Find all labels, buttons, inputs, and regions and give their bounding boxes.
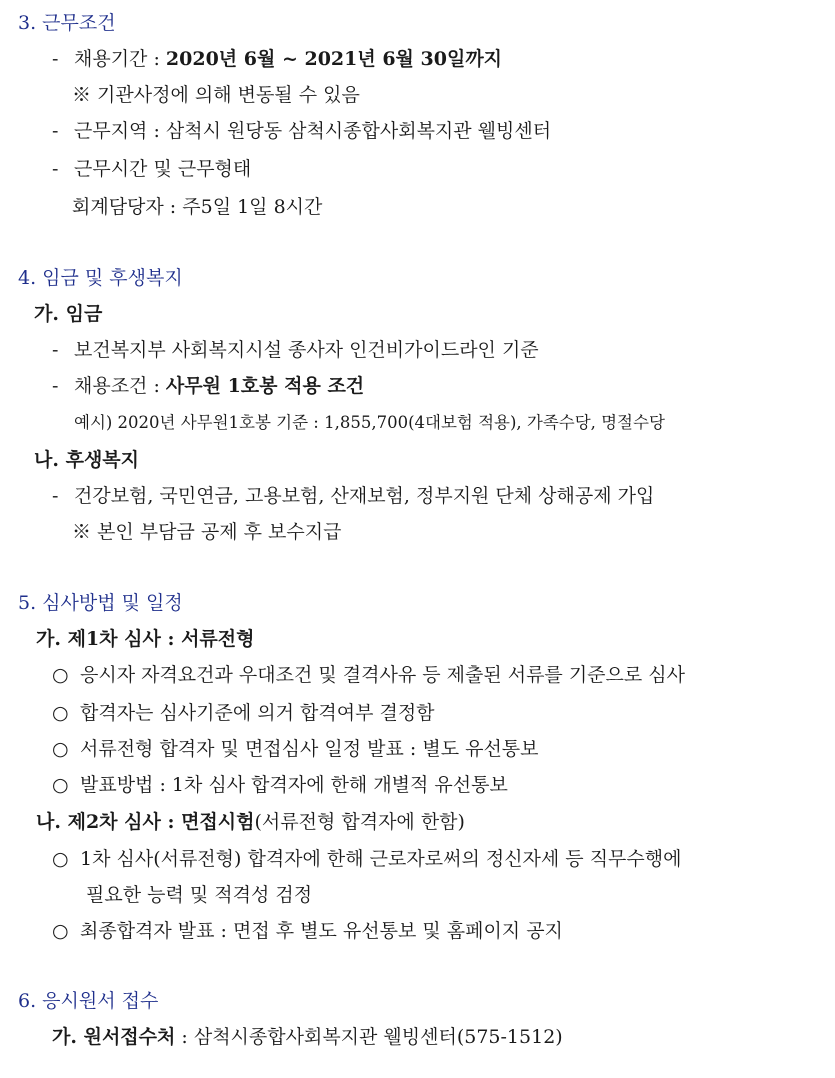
list-item [52, 772, 508, 798]
location-text: 근무지역 : 삼척시 원당동 삼척시종합사회복지관 웰빙센터 [74, 120, 552, 142]
list-item-text: 1차 심사(서류전형) 합격자에 한해 근로자로써의 정신자세 등 직무수행에 [80, 848, 682, 870]
list-item [52, 373, 364, 399]
subsection-title: 가. 임금 [34, 303, 103, 325]
list-item [52, 156, 251, 182]
list-item-text: 응시자 자격요건과 우대조건 및 결격사유 등 제출된 서류를 기준으로 심사 [80, 664, 685, 686]
list-item [52, 337, 539, 363]
period-value: 2020년 6월 ~ 2021년 6월 30일까지 [165, 48, 503, 70]
list-item [52, 483, 654, 509]
list-item-text: 서류전형 합격자 및 면접심사 일정 발표 : 별도 유선통보 [80, 738, 539, 760]
dash-bullet: - [52, 158, 59, 180]
section-4-title: 4. 임금 및 후생복지 [18, 267, 183, 289]
section-5-title: 5. 심사방법 및 일정 [18, 592, 183, 614]
dash-bullet: - [52, 375, 59, 397]
welfare-note: ※ 본인 부담금 공제 후 보수지급 [72, 521, 342, 543]
list-item [52, 1024, 563, 1050]
subsection-title: 가. 제1차 심사 : 서류전형 [36, 628, 255, 650]
list-item [52, 118, 551, 144]
section-3-title: 3. 근무조건 [18, 12, 116, 34]
list-item-text: 발표방법 : 1차 심사 합격자에 한해 개별적 유선통보 [80, 774, 508, 796]
circle-bullet: ○ [52, 774, 69, 796]
application-location: : 삼척시종합사회복지관 웰빙센터(575-1512) [175, 1026, 563, 1048]
list-item [52, 46, 502, 72]
list-item-text: 합격자는 심사기준에 의거 합격여부 결정함 [80, 702, 435, 724]
condition-label: 채용조건 : [74, 375, 166, 397]
dash-bullet: - [52, 485, 59, 507]
list-item [52, 918, 563, 944]
condition-value: 사무원 1호봉 적용 조건 [165, 375, 365, 397]
list-item [52, 846, 681, 872]
dash-bullet: - [52, 339, 59, 361]
dash-bullet: - [52, 48, 59, 70]
wage-example: 예시) 2020년 사무원1호봉 기준 : 1,855,700(4대보험 적용), 가족수당, 명절수당 [74, 413, 665, 432]
circle-bullet: ○ [52, 848, 69, 870]
subsection-title-rest: (서류전형 합격자에 한함) [254, 811, 465, 833]
welfare-list: 건강보험, 국민연금, 고용보험, 산재보험, 정부지원 단체 상해공제 가입 [74, 485, 655, 507]
subsection-title [36, 809, 465, 835]
period-note: ※ 기관사정에 의해 변동될 수 있음 [72, 84, 360, 106]
period-label: 채용기간 : [74, 48, 166, 70]
hours-title: 근무시간 및 근무형태 [74, 158, 252, 180]
list-item-continuation: 필요한 능력 및 적격성 검정 [86, 884, 313, 906]
subsection-title: 가. 원서접수처 [52, 1026, 176, 1048]
circle-bullet: ○ [52, 920, 69, 942]
hours-value: 회계담당자 : 주5일 1일 8시간 [72, 196, 323, 218]
list-item [52, 700, 435, 726]
list-item [52, 736, 539, 762]
circle-bullet: ○ [52, 702, 69, 724]
list-item [52, 662, 685, 688]
circle-bullet: ○ [52, 738, 69, 760]
circle-bullet: ○ [52, 664, 69, 686]
wage-standard: 보건복지부 사회복지시설 종사자 인건비가이드라인 기준 [74, 339, 539, 361]
subsection-title-bold: 나. 제2차 심사 : 면접시험 [36, 811, 255, 833]
dash-bullet: - [52, 120, 59, 142]
section-6-title: 6. 응시원서 접수 [18, 990, 159, 1012]
list-item-text: 최종합격자 발표 : 면접 후 별도 유선통보 및 홈페이지 공지 [80, 920, 563, 942]
subsection-title: 나. 후생복지 [34, 449, 139, 471]
